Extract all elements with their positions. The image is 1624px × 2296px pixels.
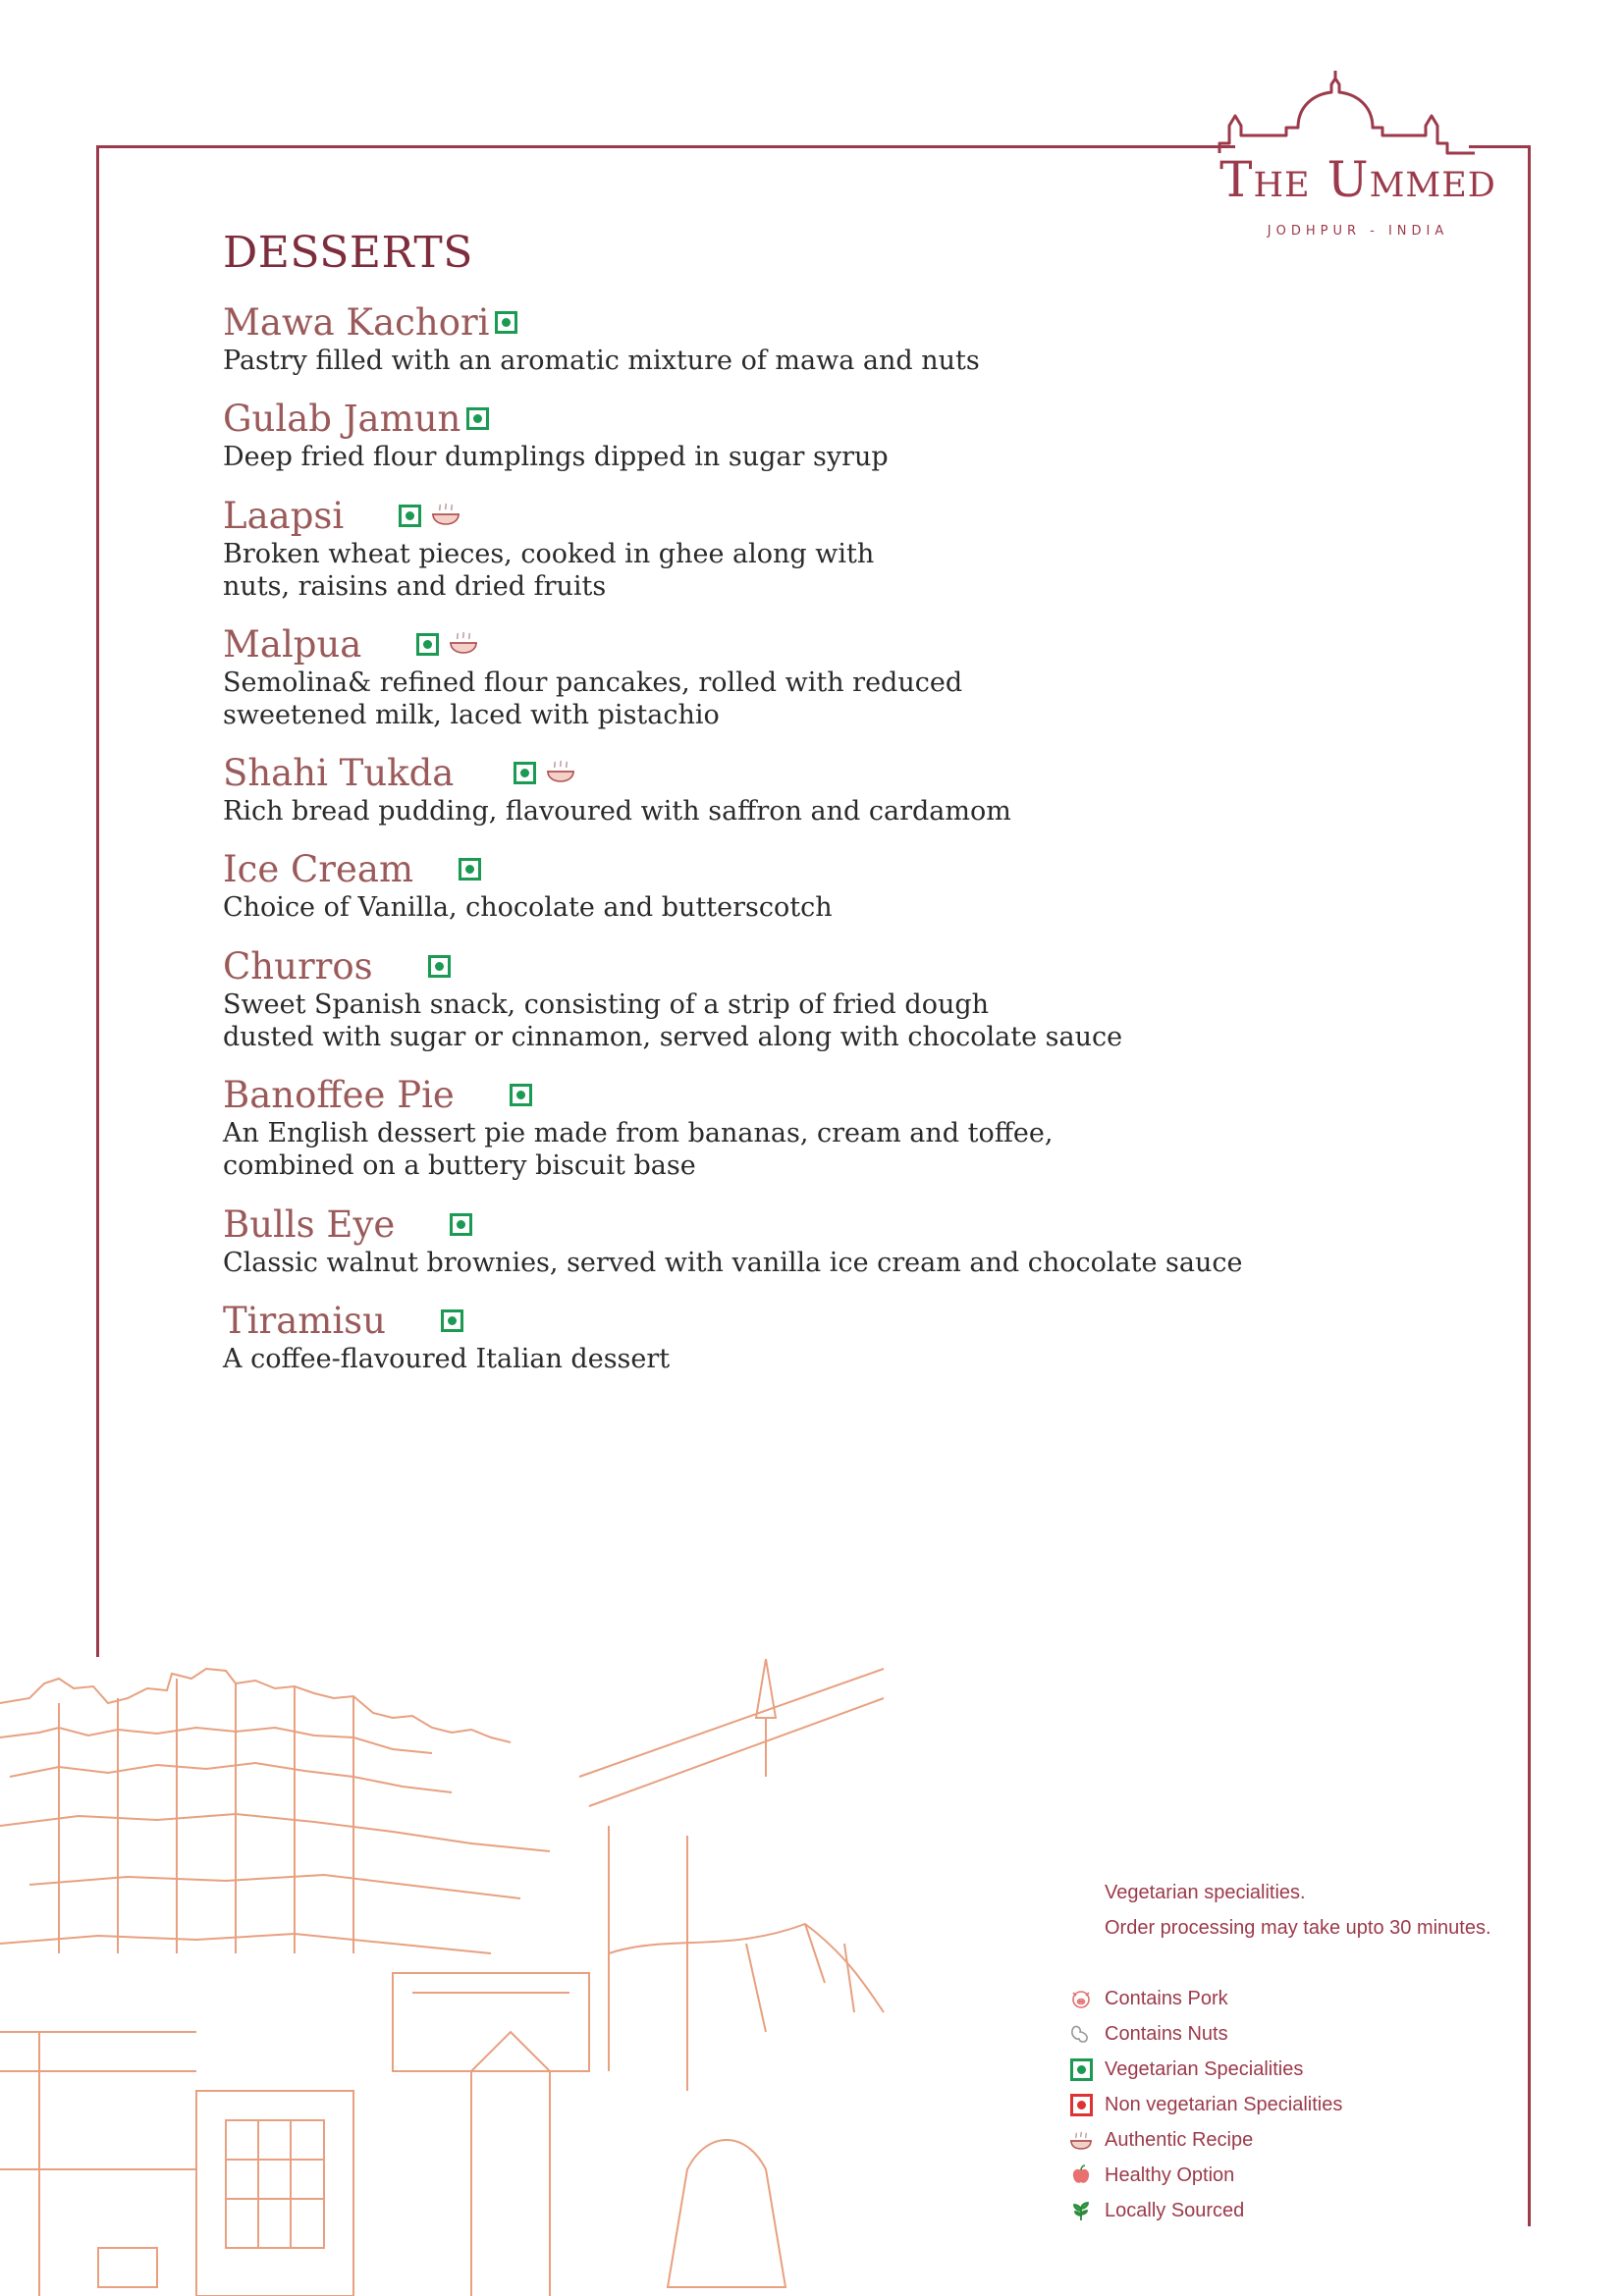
legend-row-pork [1068,1981,1342,2016]
menu-item [223,299,1303,377]
menu-item-header [223,299,1303,345]
veg-icon [495,311,517,334]
menu-item-description: Rich bread pudding, flavoured with saffron and cardamom [223,796,1011,827]
legend-label: Authentic Recipe [1105,2128,1254,2151]
frame-right-border [1528,145,1531,2226]
legend-row-nuts [1068,2016,1342,2052]
veg-icon [428,955,451,978]
legend [1068,1981,1342,2228]
veg-icon [416,633,439,656]
menu-item [223,846,1303,924]
pot-icon [1068,2127,1094,2153]
note-processing-time: Order processing may take upto 30 minutes. [1105,1917,1491,1939]
menu-item [223,750,1303,828]
menu-item-name: Tiramisu [223,1299,386,1342]
peanut-icon [1068,2021,1094,2047]
legend-row-healthy [1068,2158,1342,2193]
veg-icon [441,1309,463,1332]
menu-item [223,943,1303,1053]
veg-icon [514,762,536,784]
menu-item-name: Shahi Tukda [223,751,455,794]
menu-item-description: Classic walnut brownies, served with vanilla ice cream and chocolate sauce [223,1248,1243,1278]
palace-silhouette-icon [1208,57,1502,155]
menu-item [223,1298,1303,1375]
menu-item-header [223,1072,1303,1117]
menu-item [223,396,1303,473]
menu-item-description: An English dessert pie made from bananas, cream and toffee, combined on a buttery biscuit base [223,1118,1054,1181]
legend-label: Healthy Option [1105,2163,1235,2186]
veg-icon [510,1084,532,1106]
section-title: DESSERTS [223,228,473,278]
menu-item-header [223,621,1303,667]
menu-item-header [223,1298,1303,1343]
note-vegetarian: Vegetarian specialities. [1105,1882,1306,1903]
veg-icon [1068,2056,1094,2082]
pot-icon [429,501,462,530]
menu-notes [1105,1875,1491,1946]
menu-item [223,493,1303,603]
brand-name: The Ummed [1219,151,1496,208]
apple-icon [1068,2163,1094,2188]
legend-label: Contains Pork [1105,1987,1228,2009]
legend-label: Vegetarian Specialities [1105,2057,1304,2080]
menu-item-header [223,846,1303,891]
menu-item-description: Pastry filled with an aromatic mixture of mawa and nuts [223,346,980,376]
pot-icon [447,629,480,659]
legend-row-nonveg [1068,2087,1342,2122]
menu-item-description: A coffee-flavoured Italian dessert [223,1344,671,1374]
veg-icon [399,505,421,527]
menu-item-name: Bulls Eye [223,1202,396,1246]
brand-location: JODHPUR - INDIA [1267,224,1449,239]
veg-icon [459,858,481,881]
menu-item [223,621,1303,731]
menu-item-description: Sweet Spanish snack, consisting of a strip of fried dough dusted with sugar or cinnamon, served along with chocolate sauce [223,989,1123,1052]
legend-row-authentic [1068,2122,1342,2158]
frame-top-border [96,145,1235,148]
menu-item-description: Broken wheat pieces, cooked in ghee along with nuts, raisins and dried fruits [223,539,875,602]
frame-left-border [96,145,99,1657]
brand-logo [1208,57,1502,243]
veg-icon [466,407,489,430]
pot-icon [544,758,577,787]
menu-item-header [223,396,1303,441]
menu-item-name: Gulab Jamun [223,397,461,440]
menu-item-name: Laapsi [223,494,345,537]
menu-item-name: Mawa Kachori [223,300,490,344]
veg-icon [450,1213,472,1236]
menu-item-name: Churros [223,944,373,988]
pig-icon [1068,1986,1094,2011]
legend-row-veg [1068,2052,1342,2087]
menu-item-name: Ice Cream [223,847,414,890]
legend-label: Non vegetarian Specialities [1105,2093,1343,2115]
menu-item [223,1072,1303,1182]
menu-item-description: Semolina& refined flour pancakes, rolled with reduced sweetened milk, laced with pistachio [223,667,963,730]
menu-item-description: Deep fried flour dumplings dipped in sugar syrup [223,442,889,472]
menu-item-name: Malpua [223,622,362,666]
menu-item-description: Choice of Vanilla, chocolate and butterscotch [223,892,833,923]
menu-item-header [223,943,1303,988]
nonveg-icon [1068,2092,1094,2117]
menu-item-header [223,1201,1303,1247]
menu-item [223,1201,1303,1279]
sprout-icon [1068,2198,1094,2223]
menu-item-name: Banoffee Pie [223,1073,455,1116]
legend-label: Locally Sourced [1105,2199,1245,2221]
city-sketch-illustration [0,1659,913,2296]
legend-row-local [1068,2193,1342,2228]
menu-item-header [223,750,1303,795]
legend-label: Contains Nuts [1105,2022,1228,2045]
menu-item-header [223,493,1303,538]
